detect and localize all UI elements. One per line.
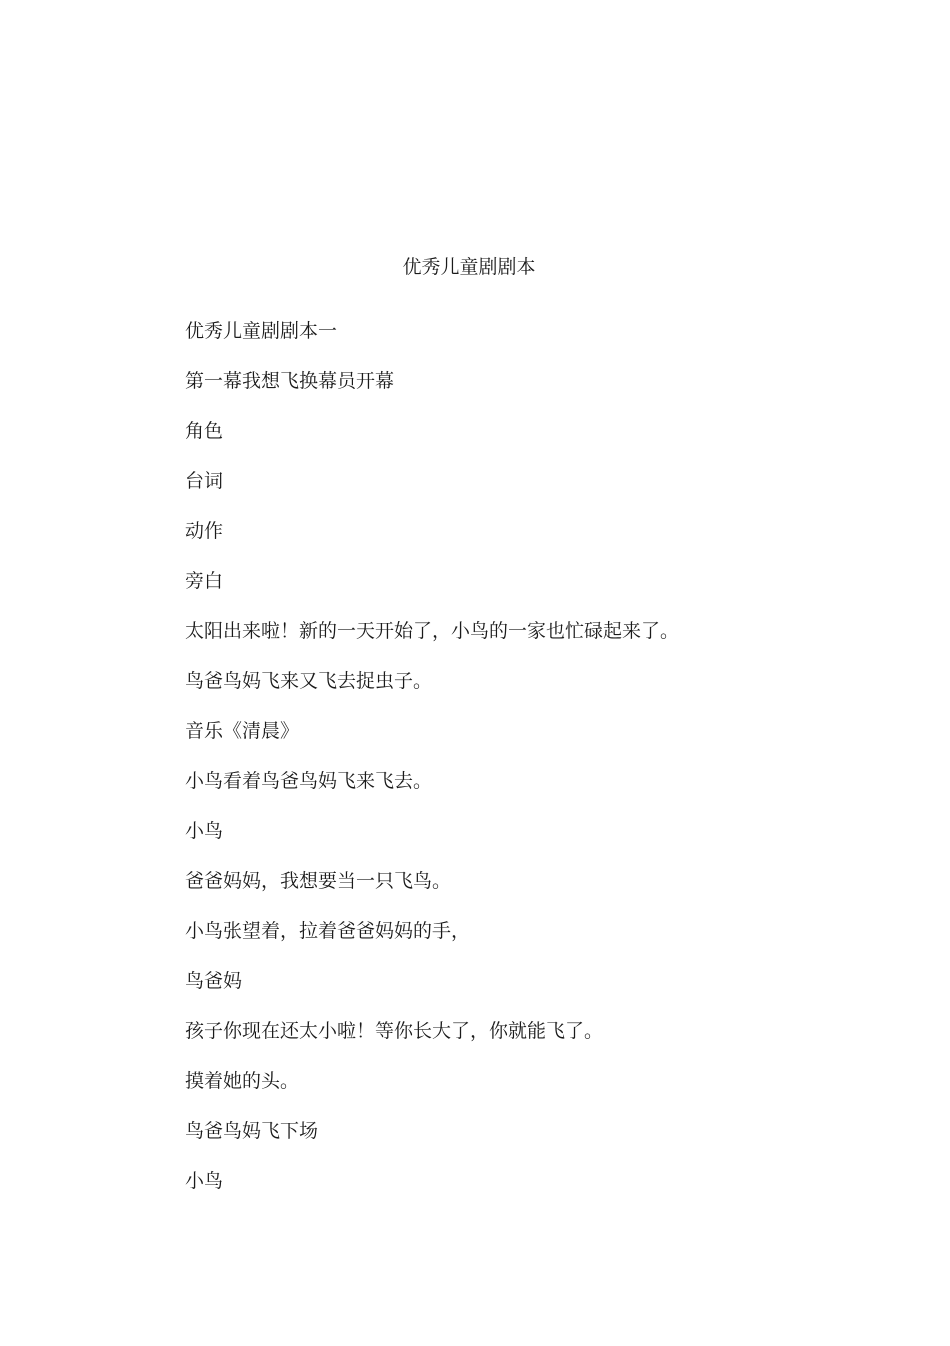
character-name: 鸟爸妈 [185,970,243,992]
narration-line: 太阳出来啦！新的一天开始了，小鸟的一家也忙碌起来了。 [185,620,680,642]
document-title: 优秀儿童剧剧本 [402,256,536,278]
dialogue-line: 爸爸妈妈，我想要当一只飞鸟。 [185,870,452,892]
column-label-action: 动作 [185,520,224,542]
script-lines [185,318,805,1218]
action-line: 小鸟看着鸟爸鸟妈飞来飞去。 [185,770,433,792]
action-line: 小鸟张望着，拉着爸爸妈妈的手， [185,920,471,942]
script-heading: 优秀儿童剧剧本一 [185,320,338,342]
stage-direction: 鸟爸鸟妈飞下场 [185,1120,319,1142]
narration-label: 旁白 [185,570,224,592]
character-name: 小鸟 [185,1170,224,1192]
character-name: 小鸟 [185,820,224,842]
action-line: 鸟爸鸟妈飞来又飞去捉虫子。 [185,670,433,692]
act-heading: 第一幕我想飞换幕员开幕 [185,370,395,392]
music-cue: 音乐《清晨》 [185,720,300,742]
dialogue-line: 孩子你现在还太小啦！等你长大了，你就能飞了。 [185,1020,604,1042]
action-line: 摸着她的头。 [185,1070,300,1092]
column-label-role: 角色 [185,420,224,442]
column-label-dialogue: 台词 [185,470,224,492]
